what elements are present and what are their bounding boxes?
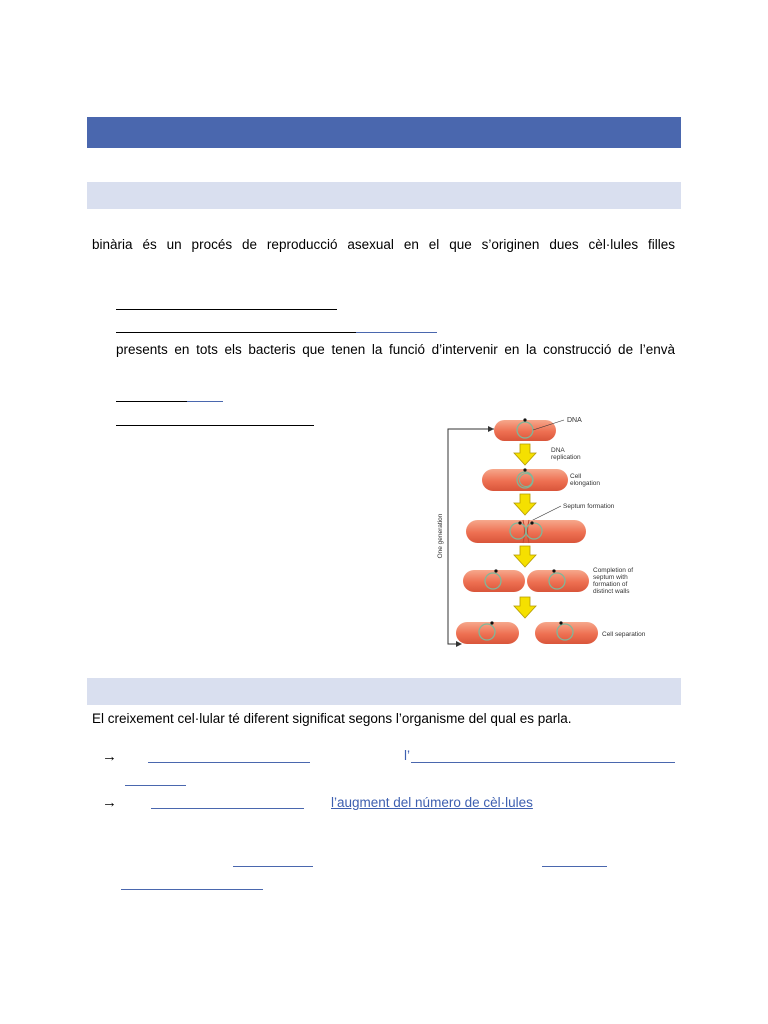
section-heading-bar-1	[87, 182, 681, 209]
section-heading-bar-2	[87, 678, 681, 705]
cell-separation-label: Cell separation	[602, 631, 646, 638]
link-underline-6[interactable]	[151, 808, 304, 809]
title-bar	[87, 117, 681, 148]
l-apostrophe-text[interactable]: l’	[404, 748, 410, 763]
arrow-bullet-1: →	[102, 748, 117, 765]
septum-formation-label: Septum formation	[563, 503, 615, 510]
down-arrow-1	[514, 444, 536, 465]
one-generation-label: One generation	[437, 513, 444, 559]
blank-line-2	[116, 332, 356, 333]
link-underline-9[interactable]	[121, 889, 263, 890]
cell-elongation-label-1: Cell	[570, 473, 582, 480]
blank-line-1	[116, 309, 337, 310]
link-underline-3[interactable]	[148, 762, 310, 763]
link-underline-1[interactable]	[356, 332, 437, 333]
down-arrow-3	[514, 546, 536, 567]
cell-elongation-label-2: elongation	[570, 480, 600, 487]
dna-label: DNA	[567, 417, 582, 424]
intro-paragraph: binària és un procés de reproducció asexual en el que s’originen dues cèl·lules filles	[92, 237, 675, 252]
cell-stage-2	[482, 468, 568, 491]
completion-label-2: septum with	[593, 574, 628, 581]
completion-label-3: formation of	[593, 581, 628, 588]
down-arrow-2	[514, 494, 536, 515]
cell-wall-paragraph: presents en tots els bacteris que tenen la funció d’intervenir en la construcció de l’envà	[116, 342, 675, 357]
completion-label-4: distinct walls	[593, 588, 630, 595]
blank-line-4	[116, 425, 314, 426]
link-underline-7[interactable]	[233, 866, 313, 867]
link-underline-2[interactable]	[187, 401, 223, 402]
increase-cells-link[interactable]: l’augment del número de cèl·lules	[331, 795, 533, 810]
arrow-bullet-2: →	[102, 794, 117, 811]
link-underline-8[interactable]	[542, 866, 607, 867]
blank-line-3	[116, 401, 187, 402]
down-arrow-4	[514, 597, 536, 618]
cell-stage-1	[494, 418, 564, 441]
cell-stage-3	[466, 520, 586, 543]
binary-fission-diagram	[430, 412, 670, 652]
dna-replication-label-1: DNA	[551, 447, 565, 454]
growth-paragraph: El creixement cel·lular té diferent significat segons l’organisme del qual es parla.	[92, 711, 572, 726]
cell-stage-4	[463, 569, 589, 592]
cell-stage-5	[456, 621, 598, 644]
dna-replication-label-2: replication	[551, 454, 581, 461]
link-underline-5[interactable]	[125, 785, 186, 786]
completion-label-1: Completion of	[593, 567, 634, 574]
link-underline-4[interactable]	[411, 762, 675, 763]
